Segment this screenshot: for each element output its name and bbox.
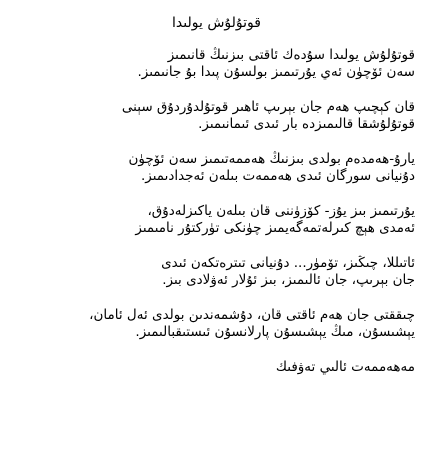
stanza-2 — [18, 99, 415, 133]
stanza-line: چىققتى جان ھەم ئاقتى قان، دۇشمەندىن بولدى ئەل ئامان، — [89, 307, 415, 323]
stanza-line: قوتۇلۇشقا قالىمىزدە بار ئىدى ئىمانىمىز. — [198, 116, 415, 132]
stanza-line: جان بېرىپ، جان ئالىمىز، بىز ئۇلار ئەۋلادى بىز. — [162, 272, 415, 288]
stanza-line: يارۇ-ھەمدەم بولدى بىزنىڭ ھەممەتىمىز سەن ئۆچۈن — [128, 151, 415, 167]
stanza-line: سەن ئۆچۈن ئەي يۇرتىمىز بولسۇن پىدا بۇ جانىمىز. — [137, 64, 415, 80]
stanza-1 — [18, 47, 415, 81]
stanza-line: ئەمدى ھېچ كىرلەتمەگەيمىز چۈنكى تۈركتۇر نامىمىز — [135, 220, 415, 236]
poem-author: مەھەممەت ئالىي تەۋفىك — [275, 359, 415, 375]
stanza-6 — [18, 307, 415, 341]
stanza-line: ئاتىللا، چىڭىز، تۆمۈر... دۇنيانى تىترەتكەن ئىدى — [161, 255, 415, 271]
stanza-4 — [18, 203, 415, 237]
poem-title: قوتۇلۇش يولىدا — [172, 15, 261, 31]
stanza-line: قوتۇلۇش يولىدا سۇدەك ئاقتى بىزنىڭ قانىمىز — [167, 47, 415, 63]
stanza-5 — [18, 255, 415, 289]
stanza-line: قان كېچىپ ھەم جان بېرىپ ئاھىر قوتۇلدۇردۇق سېنى — [121, 99, 415, 115]
stanza-line: يۇرتىمىز بىز يۇز- كۆزۈننى قان بىلەن ياكىزلەدۇق، — [147, 203, 415, 219]
stanza-line: دۇنيانى سورگان ئىدى ھەممەت بىلەن ئەجدادىمىز. — [140, 168, 415, 184]
stanza-3 — [18, 151, 415, 185]
stanza-line: يېشىسۇن، مىڭ يېشىسۇن پارلانسۇن ئىستىقبالىمىز. — [135, 324, 415, 340]
